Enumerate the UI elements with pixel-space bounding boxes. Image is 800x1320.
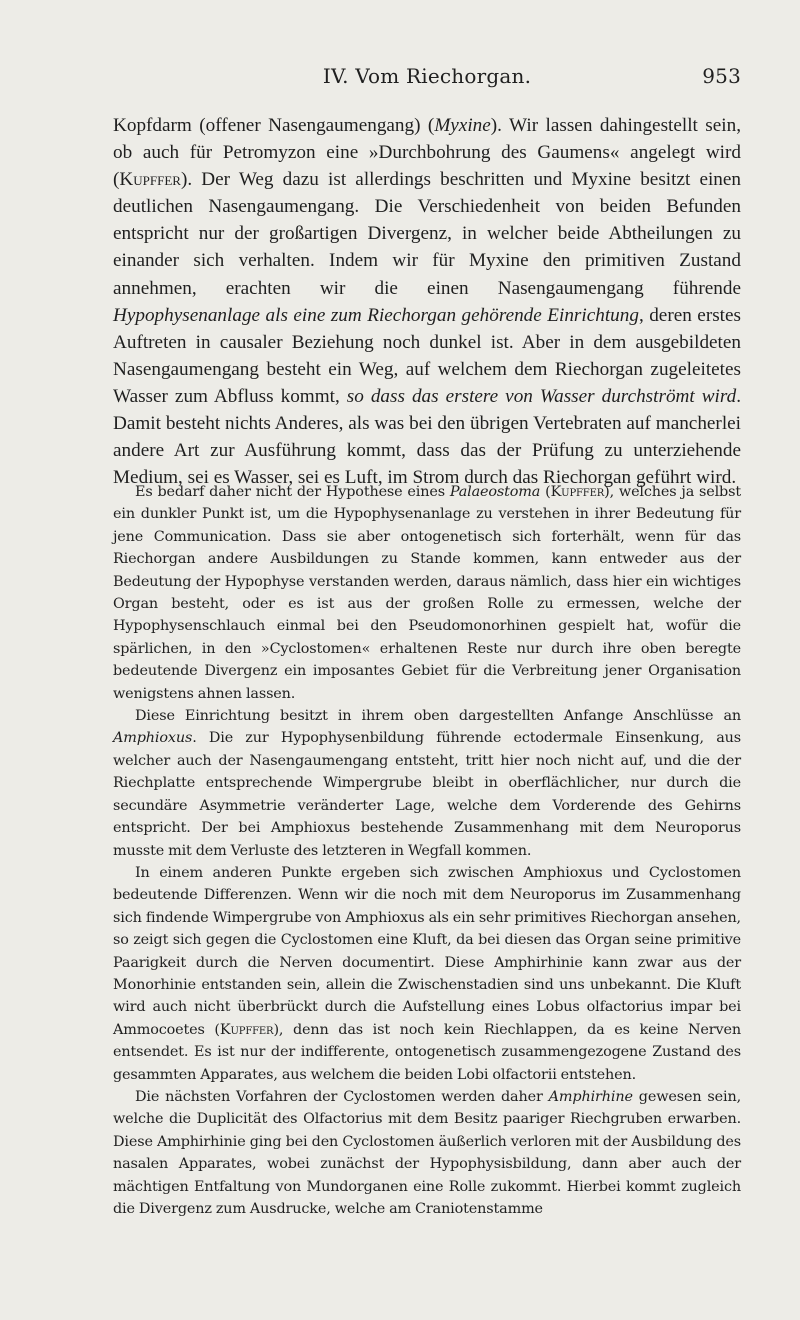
small-paragraph-2 xyxy=(113,705,741,862)
chapter-title: IV. Vom Riechorgan. xyxy=(322,64,532,88)
text-run: Es bedarf daher nicht der Hypothese eines xyxy=(135,484,450,500)
italic-run: so dass das erstere von Wasser durchströmt wird xyxy=(346,385,737,407)
text-run: Kopfdarm (offener Nasengaumengang) ( xyxy=(113,115,435,136)
lead-paragraph xyxy=(113,112,741,491)
text-run: ( xyxy=(540,484,551,500)
running-header xyxy=(113,64,741,98)
small-paragraph-3 xyxy=(113,862,741,1086)
author-citation: Kupffer xyxy=(119,169,181,191)
text-run: ). Der Weg dazu ist allerdings beschritten und Myxine besitzt einen deutlichen Nasengaumengang. Die Verschiedenheit von beiden Befunden entspricht nur der großartigen Divergenz, in welcher beide Abtheilungen zu einander sich verhalten. Indem wir für Myxine den primitiven Zustand annehmen, erachten wir die einen Nasengaumengang führende xyxy=(113,169,741,299)
text-run: gewesen sein, welche die Duplicität des Olfactorius mit dem Besitz paariger Riechgruben erwarben. Diese Amphirhinie ging bei den Cyclostomen äußerlich verloren mit der Ausbildung des nasalen Apparates, wobei zunächst der Hypophysisbildung, dann aber auch der mächtigen Entfaltung von Mundorganen eine Rolle zukommt. Hierbei kommt zugleich die Divergenz zum Ausdrucke, welche am Craniotenstamme xyxy=(113,1088,741,1217)
small-paragraph-1 xyxy=(113,481,741,705)
text-run: ). Wir lassen dahingestellt sein, ob auch für Petromyzon eine »Durchbohrung des Gaumens« angelegt wird ( xyxy=(113,115,741,191)
text-run: , deren erstes Auftreten in causaler Beziehung noch dunkel ist. Aber in dem ausgebildeten Nasengaumengang besteht ein Weg, auf welchem dem Riechorgan zugeleitetes Wasser zum Abfluss kommt, xyxy=(113,304,741,407)
small-paragraph-4 xyxy=(113,1086,741,1220)
text-run: Diese Einrichtung besitzt in ihrem oben dargestellten Anfange Anschlüsse an xyxy=(135,708,741,725)
author-citation: Kupffer xyxy=(219,1021,274,1038)
text-run: ), welches ja selbst ein dunkler Punkt ist, um die Hypophysenanlage zu verstehen in ihrer Bedeutung für jene Communication. Dass sie aber ontogenetisch sich forterhält, wenn für das Riechorgan andere Ausbildungen zu Stande kommen, kann entweder aus der Bedeutung der Hypophyse verstanden werden, daraus nämlich, dass hier ein wichtiges Organ besteht, oder es ist aus der großen Rolle zu ermessen, welche der Hypophysenschlauch einmal bei den Pseudomonorhinen gespielt hat, wofür die spärlichen, in den »Cyclostomen« erhaltenen Reste nur durch ihre oben beregte bedeutende Divergenz ein imposantes Gebiet für die Verbreitung jener Organisation wenigstens ahnen lassen. xyxy=(113,484,741,702)
text-run: . Die zur Hypophysenbildung führende ectodermale Einsenkung, aus welcher auch der Nasengaumengang entsteht, tritt hier noch nicht auf, und die der Riechplatte entsprechende Wimpergrube bleibt in oberflächlicher, nur durch die secundäre Asymmetrie veränderter Lage, welche dem Vorderende des Gehirns entspricht. Der bei Amphioxus bestehende Zusammenhang mit dem Neuroporus musste mit dem Verluste des letzteren in Wegfall kommen. xyxy=(113,730,741,859)
text-run: ), denn das ist noch kein Riechlappen, da es keine Nerven entsendet. Es ist nur der indifferente, ontogenetisch zusammengezogene Zustand des gesammten Apparates, aus welchem die beiden Lobi olfactorii entstehen. xyxy=(113,1021,741,1083)
italic-run: Palaeostoma xyxy=(449,484,541,500)
text-run: In einem anderen Punkte ergeben sich zwischen Amphioxus und Cyclostomen bedeutende Differenzen. Wenn wir die noch mit dem Neuroporus im Zusammenhang sich findende Wimpergrube von Amphioxus als ein sehr primitives Riechorgan ansehen, so zeigt sich gegen die Cyclostomen eine Kluft, da bei diesen das Organ seine primitive Paarigkeit durch die Nerven documentirt. Diese Amphirhinie kann zwar aus der Monorhinie entstanden sein, allein die Zwischenstadien sind uns unbekannt. Die Kluft wird auch nicht überbrückt durch die Aufstellung eines Lobus olfactorius impar bei Ammocoetes ( xyxy=(113,864,741,1038)
text-run: . Damit besteht nichts Anderes, als was bei den übrigen Vertebraten auf mancherlei andere Art zur Ausführung kommt, dass das der Prüfung zu unterziehende Medium, sei es Wasser, sei es Luft, im Strom durch das Riechorgan geführt wird. xyxy=(113,385,741,489)
italic-run: Amphirhine xyxy=(548,1088,633,1105)
author-citation: Kupffer xyxy=(550,484,605,500)
lead-text xyxy=(113,112,741,491)
text-run: Die nächsten Vorfahren der Cyclostomen werden daher xyxy=(135,1088,549,1105)
italic-run: Hypophysenanlage als eine zum Riechorgan gehörende Einrichtung xyxy=(113,304,639,326)
italic-run: Amphioxus xyxy=(113,730,193,747)
small-print-section xyxy=(113,481,741,1220)
page-number: 953 xyxy=(702,64,741,88)
italic-run: Myxine xyxy=(434,115,491,136)
